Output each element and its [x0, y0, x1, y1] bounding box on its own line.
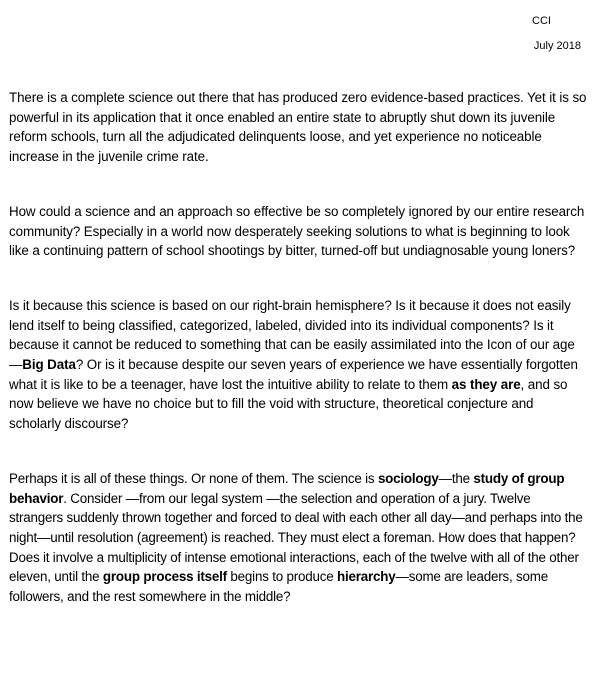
text-segment: . Consider —from our legal system —the selection and operation of a jury. Twelve strangers suddenly thrown together and forced to deal with each other all day—and perhaps into the night—until resolution (agreement) is reached. They must elect a foreman. How does that happen? Does it involve a multiplicity of intense emotional interactions, each of the twelve with all of the other eleven, until the	[9, 490, 583, 585]
text-segment: How could a science and an approach so effective be so completely ignored by our entire research community? Especially in a world now desperately seeking solutions to what is beginning to look like a continuing pattern of school shootings by bitter, turned-off but undiagnosable young loners?	[9, 203, 585, 259]
bold-term: Big Data	[22, 357, 76, 373]
text-segment: Is it because this science is based on our right-brain hemisphere? Is it because it does not easily lend itself to being classified, categorized, labeled, divided into its individual components? Is it because it cannot be reduced to something that can be easily assimilated into the Icon of our age—	[9, 297, 575, 373]
text-segment: There is a complete science out there that has produced zero evidence-based practices. Yet it is so powerful in its application that it once enabled an entire state to abruptly shut down its juvenile reform schools, turn all the adjudicated delinquents loose, and yet experience no noticeable increase in the juvenile crime rate.	[9, 90, 587, 165]
document-body	[9, 88, 587, 642]
paragraph-1	[9, 88, 587, 167]
organization-label: CCI	[532, 15, 551, 27]
bold-term: hierarchy	[337, 569, 396, 585]
document-header	[532, 14, 581, 53]
bold-term: as they are	[451, 376, 521, 392]
text-segment: ? Or is it because despite our seven years of experience we have essentially forgotten what it is like to be a teenager, have lost the intuitive ability to relate to them	[9, 357, 578, 392]
paragraph-4	[9, 469, 587, 607]
paragraph-3	[9, 296, 587, 434]
text-segment: , and so now believe we have no choice but to fill the void with structure, theoretical conjecture and scholarly discourse?	[9, 376, 568, 432]
paragraph-2	[9, 202, 587, 261]
bold-term: study of group behavior	[9, 470, 565, 506]
text-segment: —some are leaders, some followers, and the rest somewhere in the middle?	[9, 569, 548, 605]
bold-term: group process itself	[102, 569, 227, 585]
text-segment: —the	[438, 470, 474, 486]
text-segment: begins to produce	[226, 569, 338, 585]
document-date: July 2018	[533, 40, 581, 52]
bold-term: sociology	[377, 470, 439, 486]
text-segment: Perhaps it is all of these things. Or none of them. The science is	[9, 470, 378, 486]
